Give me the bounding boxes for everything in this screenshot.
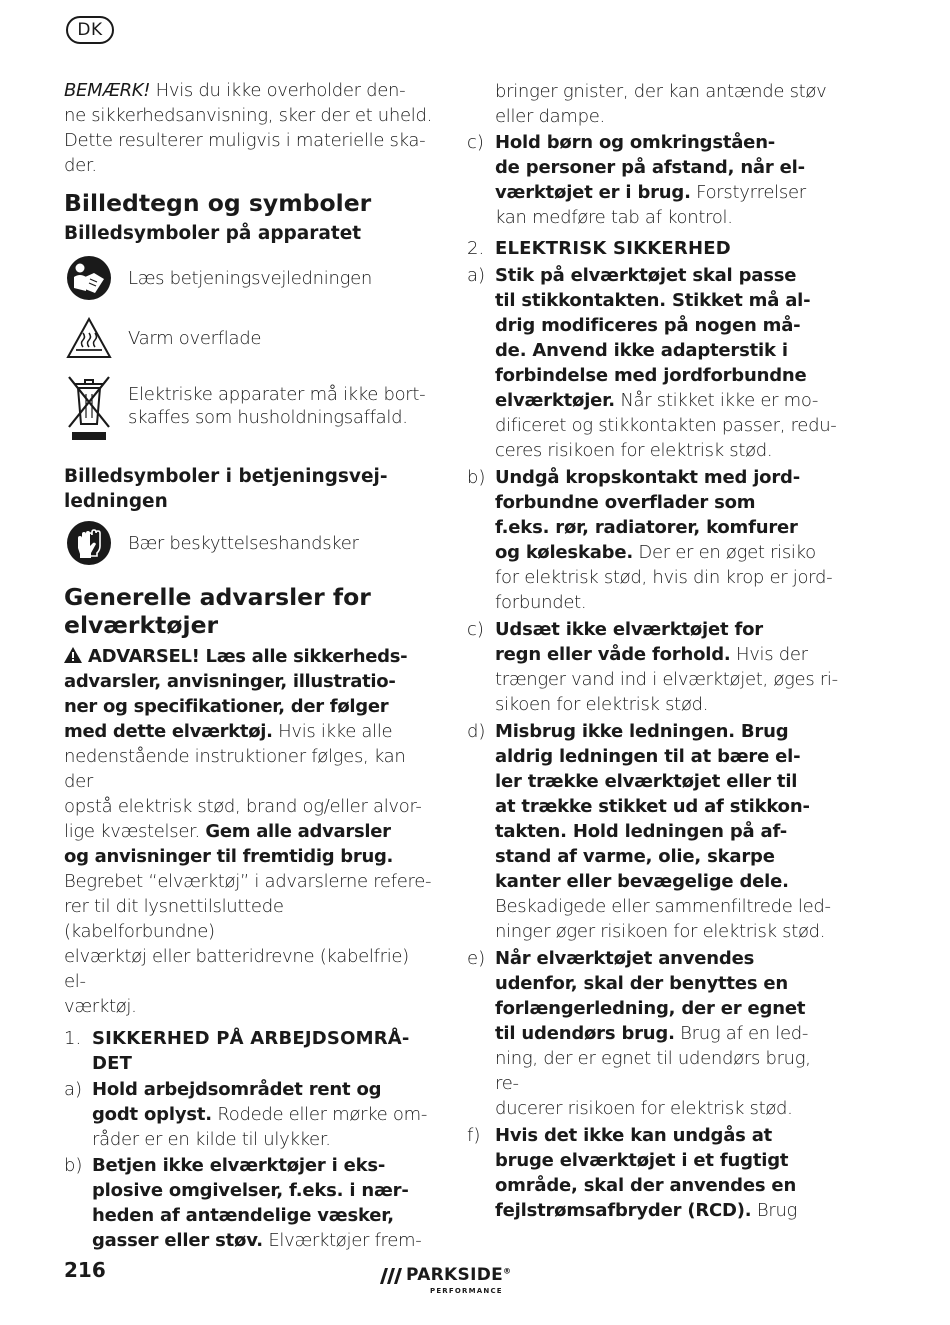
list-item-label: c) (467, 619, 484, 640)
warning-triangle-icon (64, 646, 88, 667)
ea-bold-l4: de. Anvend ikke adapterstik i (495, 340, 788, 361)
item-b-rest-l4: Elværktøjer frem- (262, 1230, 422, 1251)
page-number: 216 (64, 1258, 106, 1282)
warning-line-8-bold: og anvisninger til fremtidig brug. (64, 846, 394, 867)
parkside-stripes-icon (376, 1267, 402, 1285)
item-a-l3: råder er en kilde til ulykker. (92, 1129, 331, 1150)
warning-line-7-bold: Gem alle advarsler (205, 821, 391, 842)
list-item-text (495, 465, 839, 615)
warning-line-3: ner og specifikationer, der følger (64, 696, 389, 717)
symbol-text-weee (128, 383, 425, 429)
ed-l9: ninger øger risikoen for elektrisk stød. (495, 921, 826, 942)
list-item-label: e) (467, 948, 486, 969)
numbered-heading-1-l2: DET (92, 1053, 133, 1074)
symbol-text-gloves: Bær beskyttelseshandsker (128, 532, 359, 554)
c1-bold-l1: Hold børn og omkringståen- (495, 132, 776, 153)
list-item-text (495, 617, 839, 717)
item-a-bold-l1: Hold arbejdsområdet rent og (92, 1079, 382, 1100)
ef-bold-l4: fejlstrømsafbryder (RCD). (495, 1200, 752, 1221)
warning-line-6: opstå elektrisk stød, brand og/eller alvor- (64, 796, 422, 817)
ef-bold-l2: bruge elværktøjet i et fugtigt (495, 1150, 789, 1171)
ec-rest-l2: Hvis der (730, 644, 808, 665)
note-line-2: ne sikkerhedsanvisning, sker der et uheld. (64, 105, 433, 126)
list-item-electric-e (467, 946, 839, 1121)
numbered-heading-1-text (92, 1026, 434, 1076)
read-manual-icon (64, 255, 114, 301)
note-label: BEMÆRK! (64, 80, 151, 101)
ee-bold-l2: udenfor, skal der benyttes en (495, 973, 789, 994)
parkside-logo (376, 1265, 526, 1299)
list-item-text (495, 263, 839, 463)
list-item-label-empty (467, 79, 495, 129)
numbered-heading-2-text: ELEKTRISK SIKKERHED (495, 238, 731, 259)
right-column (467, 79, 839, 1223)
symbol-text-weee-content: Elektriske apparater må ikke bort- skaffes som husholdningsaffald. (128, 384, 426, 428)
subsection-title-device-symbols: Billedsymboler på apparatet (64, 223, 362, 244)
language-badge: DK (66, 16, 114, 44)
list-item-continuation (467, 79, 839, 129)
list-item-label: b) (467, 467, 486, 488)
section-title-warnings-l2: elværktøjer (64, 611, 219, 639)
warning-line-7-plain: lige kvæstelser. (64, 821, 206, 842)
ec-l3: trænger vand ind i elværktøjet, øges ri- (495, 669, 838, 690)
list-item-electric-b (467, 465, 839, 615)
item-b-bold-l1: Betjen ikke elværktøjer i eks- (92, 1155, 386, 1176)
term-line-2: rer til dit lysnettilsluttede (kabelforbundne) (64, 896, 284, 942)
list-item-text (495, 719, 839, 944)
ea-l7: dificeret og stikkontakten passer, redu- (495, 415, 837, 436)
ee-rest-l4: Brug af en led- (674, 1023, 809, 1044)
section-title-symbols: Billedtegn og symboler (64, 189, 372, 217)
ed-bold-l2: aldrig ledningen til at bære el- (495, 746, 801, 767)
ef-rest-l4: Brug (751, 1200, 798, 1221)
warning-line-4-rest: Hvis ikke alle (272, 721, 393, 742)
section-title-warnings (64, 583, 434, 639)
ee-bold-l4: til udendørs brug. (495, 1023, 675, 1044)
c1-rest-l3: Forstyrrelser (690, 182, 806, 203)
numbered-heading-1-l1: SIKKERHED PÅ ARBEJDSOMRÅ- (92, 1028, 410, 1049)
list-item-label: f) (467, 1125, 481, 1146)
ea-bold-l6: elværktøjer. (495, 390, 615, 411)
ed-bold-l3: ler trække elværktøjet eller til (495, 771, 798, 792)
symbol-text-hot-surface: Varm overflade (128, 327, 262, 349)
list-item-electric-d (467, 719, 839, 944)
note-paragraph (64, 78, 434, 178)
ee-l6: ducerer risikoen for elektrisk stød. (495, 1098, 793, 1119)
ec-bold-l2: regn eller våde forhold. (495, 644, 731, 665)
eb-bold-l3: f.eks. rør, radiatorer, komfurer (495, 517, 798, 538)
logo-sub: PERFORMANCE (430, 1287, 503, 1295)
item-b-bold-l2: plosive omgivelser, f.eks. i nær- (92, 1180, 409, 1201)
list-item-text (495, 946, 839, 1121)
item-b-bold-l3: heden af antændelige væsker, (92, 1205, 394, 1226)
warning-line-5: nedenstående instruktioner følges, kan der (64, 746, 406, 792)
ea-l8: ceres risikoen for elektrisk stød. (495, 440, 773, 461)
gloves-icon (64, 520, 114, 566)
ea-bold-l5: forbindelse med jordforbundne (495, 365, 807, 386)
list-item-label: c) (467, 132, 484, 153)
list-item-label: b) (64, 1155, 83, 1176)
hot-surface-icon (64, 317, 114, 359)
list-item-electric-c (467, 617, 839, 717)
eb-bold-l1: Undgå kropskontakt med jord- (495, 467, 800, 488)
term-line-1: Begrebet “elværktøj” i advarslerne refere- (64, 871, 432, 892)
numbered-heading-1-label: 1. (64, 1028, 82, 1049)
list-item-text (495, 79, 839, 129)
logo-brand (406, 1265, 511, 1285)
list-item-label: d) (467, 721, 486, 742)
ee-bold-l1: Når elværktøjet anvendes (495, 948, 755, 969)
logo-brand-text: PARKSIDE (406, 1265, 504, 1285)
ee-l5: ning, der er egnet til udendørs brug, re- (495, 1048, 811, 1094)
ec-l4: sikoen for elektrisk stød. (495, 694, 709, 715)
list-item-work-area-a (64, 1077, 434, 1152)
cont-l1: bringer gnister, der kan antænde støv (495, 81, 827, 102)
list-item-work-area-b (64, 1153, 434, 1253)
warning-line-4-bold: med dette elværktøj. (64, 721, 273, 742)
eb-l5: for elektrisk stød, hvis din krop er jord- (495, 567, 833, 588)
c1-bold-l3: værktøjet er i brug. (495, 182, 691, 203)
list-item-electric-f (467, 1123, 839, 1223)
logo-registered-mark: ® (503, 1266, 512, 1276)
ea-bold-l3: drig modificeres på nogen må- (495, 315, 801, 336)
section-title-warnings-l1: Generelle advarsler for (64, 583, 371, 611)
subsection-title-manual-symbols (64, 464, 434, 514)
list-item-label: a) (467, 265, 486, 286)
subsection-title-manual-symbols-l1: Billedsymboler i betjeningsvej- (64, 466, 388, 487)
warning-line-2: advarsler, anvisninger, illustratio- (64, 671, 396, 692)
warning-line-1: ADVARSEL! Læs alle sikkerheds- (87, 646, 408, 667)
note-line-1: Hvis du ikke overholder den- (155, 80, 406, 101)
ee-bold-l3: forlængerledning, der er egnet (495, 998, 806, 1019)
weee-bin-icon (64, 374, 114, 442)
warning-paragraph (64, 644, 434, 1019)
symbol-text-read-manual: Læs betjeningsvejledningen (128, 267, 372, 289)
list-item-text (92, 1077, 434, 1152)
ef-bold-l3: område, skal der anvendes en (495, 1175, 797, 1196)
numbered-heading-2-label: 2. (467, 238, 485, 259)
symbol-row-weee (64, 370, 434, 446)
list-item-label: a) (64, 1079, 83, 1100)
subsection-title-manual-symbols-l2: ledningen (64, 491, 168, 512)
term-line-3: elværktøj eller batteridrevne (kabelfrie) el- (64, 946, 409, 992)
list-item-work-area-c (467, 130, 839, 230)
ed-bold-l7: kanter eller bevægelige dele. (495, 871, 789, 892)
ed-bold-l5: takten. Hold ledningen på af- (495, 821, 788, 842)
list-item-text (495, 130, 839, 230)
symbol-row-gloves (64, 518, 434, 568)
ea-bold-l2: til stikkontakten. Stikket må al- (495, 290, 811, 311)
term-line-4: værktøj. (64, 996, 137, 1017)
ed-bold-l1: Misbrug ikke ledningen. Brug (495, 721, 789, 742)
left-column (64, 78, 434, 1253)
item-b-bold-l4: gasser eller støv. (92, 1230, 263, 1251)
ea-rest-l6: Når stikket ikke er mo- (614, 390, 819, 411)
item-a-rest-l2: Rodede eller mørke om- (211, 1104, 428, 1125)
symbol-row-hot-surface (64, 312, 434, 364)
eb-l6: forbundet. (495, 592, 587, 613)
ec-bold-l1: Udsæt ikke elværktøjet for (495, 619, 763, 640)
cont-l2: eller dampe. (495, 106, 605, 127)
ef-bold-l1: Hvis det ikke kan undgås at (495, 1125, 773, 1146)
list-item-text (92, 1153, 434, 1253)
ed-l8: Beskadigede eller sammenfiltrede led- (495, 896, 831, 917)
c1-l4: kan medføre tab af kontrol. (495, 207, 733, 228)
c1-bold-l2: de personer på afstand, når el- (495, 157, 805, 178)
item-a-bold-l2: godt oplyst. (92, 1104, 212, 1125)
numbered-heading-1 (64, 1026, 434, 1076)
note-line-4: der. (64, 155, 97, 176)
list-item-text (495, 1123, 839, 1223)
note-line-3: Dette resulterer muligvis i materielle ska- (64, 130, 426, 151)
numbered-heading-2 (467, 236, 839, 261)
eb-bold-l4: og køleskabe. (495, 542, 633, 563)
eb-bold-l2: forbundne overflader som (495, 492, 756, 513)
symbol-row-read-manual (64, 252, 434, 304)
ed-bold-l4: at trække stikket ud af stikkon- (495, 796, 810, 817)
eb-rest-l4: Der er en øget risiko (633, 542, 816, 563)
ed-bold-l6: stand af varme, olie, skarpe (495, 846, 775, 867)
ea-bold-l1: Stik på elværktøjet skal passe (495, 265, 797, 286)
list-item-electric-a (467, 263, 839, 463)
